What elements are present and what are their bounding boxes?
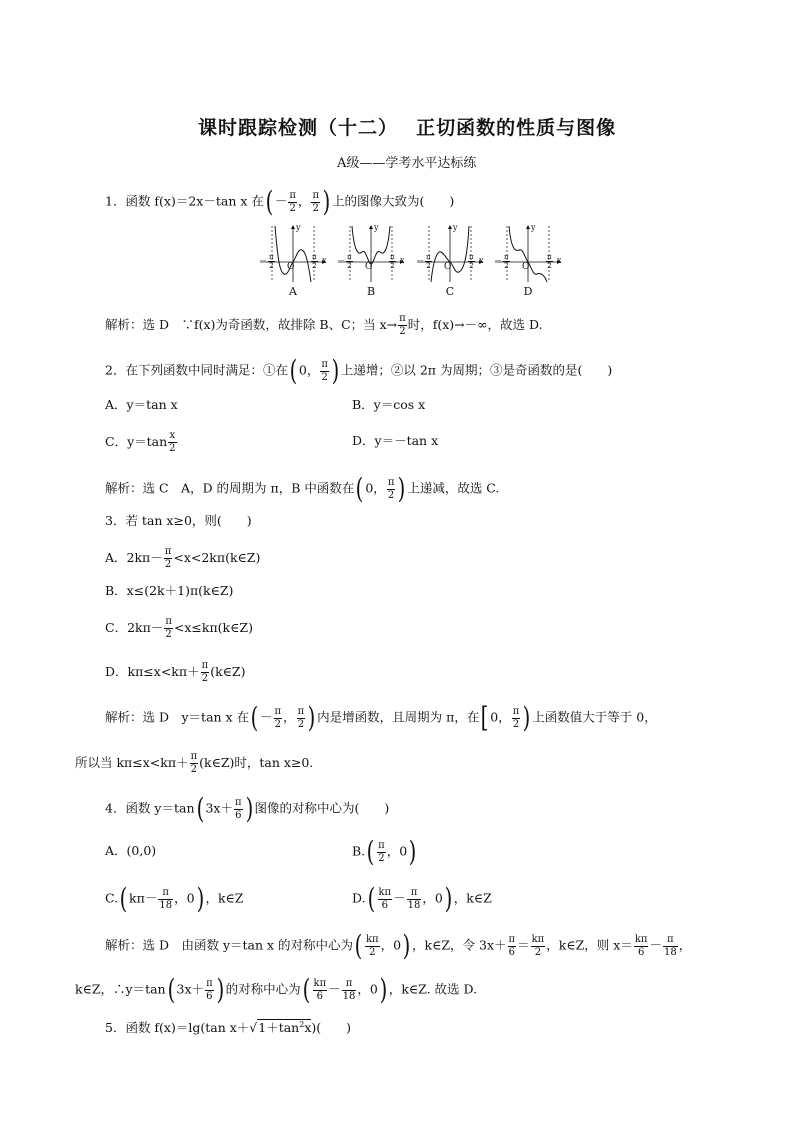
graph-a: － $\frac{\pi}{2}$ $\frac{\pi}{2}$ y x O A bbox=[259, 223, 327, 298]
graph-d: － $\frac{\pi}{2}$ $\frac{\pi}{2}$ y x O D bbox=[494, 223, 562, 298]
question-1-stem: 1．函数 f(x)＝2x－tan x 在( － $\frac{\pi}{2}$ ， $\frac{\pi}{2}$ ) 上的图像大致为( ) bbox=[105, 185, 455, 218]
question-2-option-d[interactable]: D．y＝－tan x bbox=[352, 433, 439, 448]
question-3-option-b[interactable]: B．x≤(2k＋1)π(k∈Z) bbox=[105, 583, 234, 598]
question-3-option-d[interactable]: D．kπ≤x<kπ＋ $\frac{\pi}{2}$ (k∈Z) bbox=[105, 660, 246, 684]
question-3-option-a[interactable]: A．2kπ－ $\frac{\pi}{2}$ <x<2kπ(k∈Z) bbox=[105, 546, 261, 570]
question-2-answer: 解析：选 C A，D 的周期为 π，B 中函数在( 0， $\frac{\pi}{2}$ ) 上递减，故选 C. bbox=[105, 472, 500, 505]
graph-b: － $\frac{\pi}{2}$ $\frac{\pi}{2}$ y x O B bbox=[337, 223, 405, 298]
question-4-answer-line-1: 解析：选 D 由函数 y＝tan x 的对称中心为( $\frac{k\pi}{2}$ ，0) ，k∈Z，令 3x＋ $\frac{\pi}{6}$ ＝ $\frac{k\pi}{2}$ ，k∈Z，则 x＝ $\frac{k\pi}{6}$ － $\frac{\pi}{18}$ ， bbox=[105, 929, 692, 962]
question-4-stem: 4．函数 y＝tan( 3x＋ $\frac{\pi}{6}$ ) 图像的对称中心为( ) bbox=[105, 792, 390, 825]
question-4-answer-line-2: k∈Z，∴y＝tan( 3x＋ $\frac{\pi}{6}$ ) 的对称中心为( $\frac{k\pi}{6}$ － $\frac{\pi}{18}$ ，0) ，k∈Z. 故选 D. bbox=[75, 973, 478, 1006]
question-5-stem: 5．函数 f(x)＝lg(tan $x+√1+\tan^2x$)( ) bbox=[105, 1020, 352, 1036]
question-2-option-b[interactable]: B．y＝cos x bbox=[352, 397, 426, 412]
question-2-option-c[interactable]: C．y＝tan $\frac{x}{2}$ bbox=[105, 430, 176, 454]
question-4-option-d[interactable]: D.( $\frac{k\pi}{6}$ － $\frac{\pi}{18}$ ，0) ，k∈Z bbox=[352, 882, 492, 915]
question-3-stem: 3．若 tan x≥0，则( ) bbox=[105, 513, 252, 528]
graph-c: － $\frac{\pi}{2}$ $\frac{\pi}{2}$ y x O C bbox=[416, 223, 484, 298]
question-4-option-b[interactable]: B.( $\frac{\pi}{2}$ ，0) bbox=[352, 835, 417, 868]
question-3-answer-line-1: 解析：选 D y＝tan x 在( － $\frac{\pi}{2}$ ， $\frac{\pi}{2}$ ) 内是增函数，且周期为 π，在[ 0， $\frac{\pi}{2}$ ) 上函数值大于等于 0， bbox=[105, 701, 657, 734]
page-title: 课时跟踪检测（十二） 正切函数的性质与图像 bbox=[198, 117, 617, 139]
section-subtitle: A级——学考水平达标练 bbox=[337, 156, 477, 171]
question-3-answer-line-2: 所以当 kπ≤x<kπ＋ $\frac{\pi}{2}$ (k∈Z)时，tan x≥0. bbox=[75, 751, 314, 775]
question-2-stem: 2．在下列函数中同时满足：①在( 0， $\frac{\pi}{2}$ ) 上递增；②以 2π 为周期；③是奇函数的是( ) bbox=[105, 354, 613, 387]
question-4-option-a[interactable]: A．(0,0) bbox=[105, 843, 157, 858]
question-4-option-c[interactable]: C.( kπ－ $\frac{\pi}{18}$ ，0) ，k∈Z bbox=[105, 882, 244, 915]
question-1-answer: 解析：选 D ∵f(x)为奇函数，故排除 B、C；当 x→ $\frac{\pi}{2}$ 时，f(x)→－∞，故选 D. bbox=[105, 313, 543, 337]
question-2-option-a[interactable]: A．y＝tan x bbox=[105, 397, 178, 412]
question-3-option-c[interactable]: C．2kπ－ $\frac{\pi}{2}$ <x≤kπ(k∈Z) bbox=[105, 616, 253, 640]
